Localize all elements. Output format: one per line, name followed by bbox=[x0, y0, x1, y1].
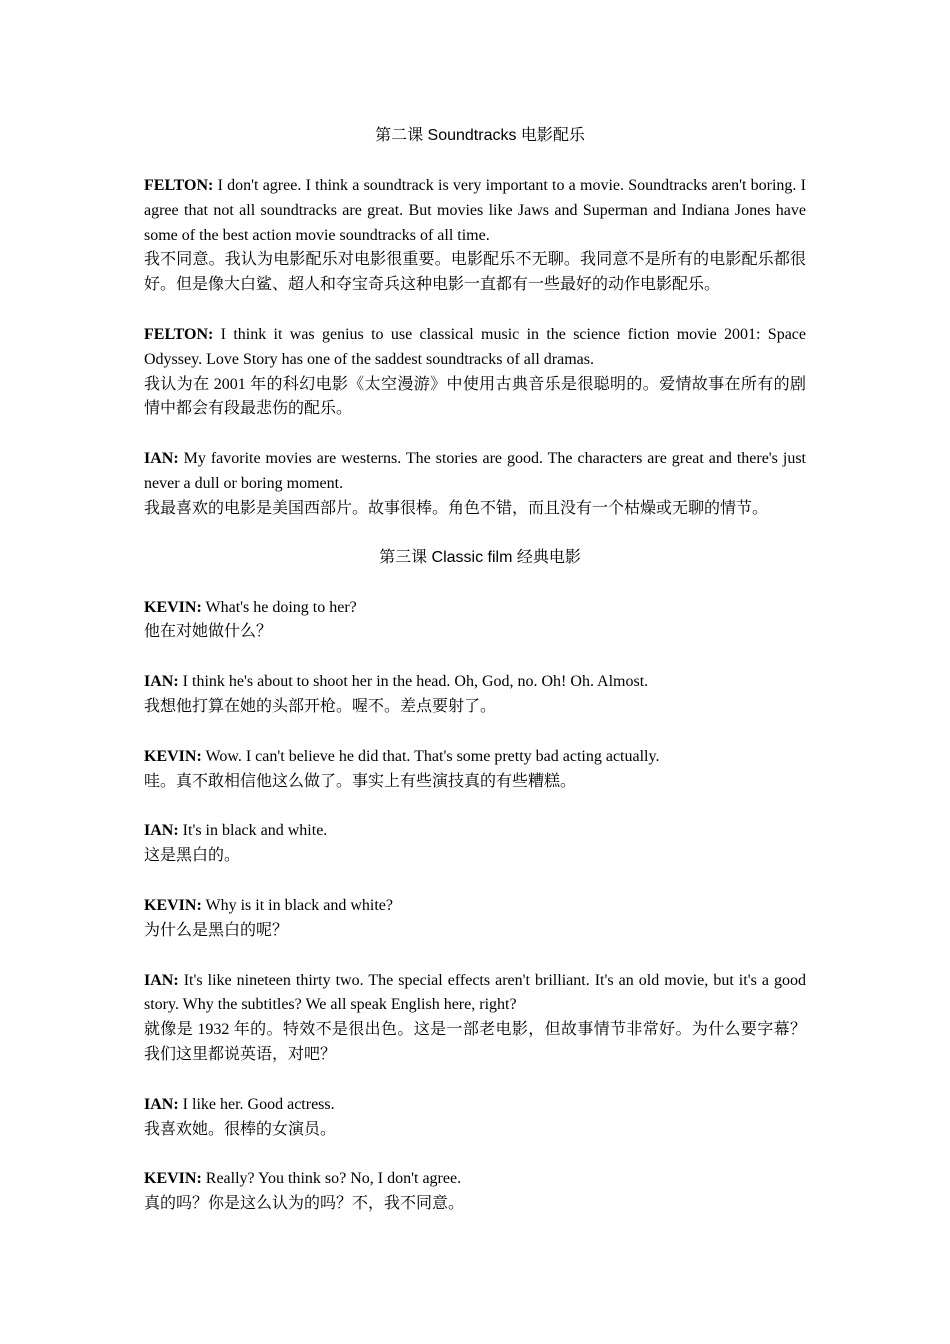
english-text: I don't agree. I think a soundtrack is very important to a movie. Soundtracks aren't boring. I agree that not all soundtracks are great. But movies like Jaws and Superman and Indiana Jones have some of the best action movie soundtracks of all time. bbox=[144, 177, 806, 244]
english-line bbox=[144, 819, 806, 844]
dialogue-block bbox=[144, 894, 806, 944]
speaker-name: IAN: bbox=[144, 673, 179, 691]
english-line bbox=[144, 670, 806, 695]
english-text: Wow. I can't believe he did that. That's some pretty bad acting actually. bbox=[201, 747, 660, 765]
speaker-name: IAN: bbox=[144, 450, 179, 468]
english-text: I think it was genius to use classical music in the science fiction movie 2001: Space Odyssey. Love Story has one of the saddest soundtracks of all dramas. bbox=[144, 325, 806, 368]
chinese-translation: 就像是 1932 年的。特效不是很出色。这是一部老电影，但故事情节非常好。为什么要字幕？我们这里都说英语，对吧？ bbox=[144, 1021, 806, 1063]
lesson-2-heading: 第二课 Soundtracks 电影配乐 bbox=[375, 127, 585, 144]
chinese-translation: 他在对她做什么？ bbox=[144, 623, 273, 641]
english-line bbox=[144, 969, 806, 1019]
english-line bbox=[144, 1093, 806, 1118]
dialogue-block bbox=[144, 819, 806, 869]
english-line bbox=[144, 596, 806, 621]
english-line bbox=[144, 894, 806, 919]
english-text: I like her. Good actress. bbox=[178, 1095, 335, 1113]
speaker-name: KEVIN: bbox=[144, 747, 202, 765]
document-page bbox=[144, 124, 806, 1242]
speaker-name: KEVIN: bbox=[144, 598, 202, 616]
dialogue-block bbox=[144, 1093, 806, 1143]
english-text: What's he doing to her? bbox=[201, 598, 357, 616]
speaker-name: FELTON: bbox=[144, 325, 214, 343]
english-text: I think he's about to shoot her in the head. Oh, God, no. Oh! Oh. Almost. bbox=[178, 673, 649, 691]
dialogue-block bbox=[144, 969, 806, 1068]
english-text: It's in black and white. bbox=[178, 822, 328, 840]
speaker-name: IAN: bbox=[144, 1095, 179, 1113]
dialogue-block bbox=[144, 670, 806, 720]
english-text: It's like nineteen thirty two. The special effects aren't brilliant. It's an old movie, but it's a good story. Why the subtitles? We all speak English here, right? bbox=[144, 971, 806, 1014]
english-text: Really? You think so? No, I don't agree. bbox=[201, 1170, 462, 1188]
dialogue-block bbox=[144, 174, 806, 298]
chinese-translation: 我不同意。我认为电影配乐对电影很重要。电影配乐不无聊。我同意不是所有的电影配乐都很好。但是像大白鲨、超人和夺宝奇兵这种电影一直都有一些最好的动作电影配乐。 bbox=[144, 251, 806, 294]
english-text: My favorite movies are westerns. The stories are good. The characters are great and there's just never a dull or boring moment. bbox=[144, 450, 806, 492]
english-line bbox=[144, 323, 806, 373]
dialogue-block bbox=[144, 1167, 806, 1217]
lesson-3-heading: 第三课 Classic film 经典电影 bbox=[379, 548, 581, 566]
english-text: Why is it in black and white? bbox=[201, 896, 393, 914]
chinese-translation: 我认为在 2001 年的科幻电影《太空漫游》中使用古典音乐是很聪明的。爱情故事在所有的剧情中都会有段最悲伤的配乐。 bbox=[144, 375, 806, 418]
speaker-name: IAN: bbox=[144, 971, 179, 989]
dialogue-block bbox=[144, 745, 806, 795]
dialogue-block bbox=[144, 447, 806, 521]
speaker-name: FELTON: bbox=[144, 177, 214, 194]
english-line bbox=[144, 745, 806, 770]
chinese-translation: 为什么是黑白的呢？ bbox=[144, 921, 289, 939]
chinese-translation: 哇。真不敢相信他这么做了。事实上有些演技真的有些糟糕。 bbox=[144, 772, 577, 790]
english-line bbox=[144, 1167, 806, 1192]
chinese-translation: 我想他打算在她的头部开枪。喔不。差点要射了。 bbox=[144, 697, 497, 715]
english-line bbox=[144, 174, 806, 248]
speaker-name: IAN: bbox=[144, 822, 179, 840]
speaker-name: KEVIN: bbox=[144, 1170, 202, 1188]
chinese-translation: 我喜欢她。很棒的女演员。 bbox=[144, 1120, 337, 1138]
dialogue-block bbox=[144, 596, 806, 646]
speaker-name: KEVIN: bbox=[144, 896, 202, 914]
chinese-translation: 这是黑白的。 bbox=[144, 847, 241, 865]
chinese-translation: 我最喜欢的电影是美国西部片。故事很棒。角色不错，而且没有一个枯燥或无聊的情节。 bbox=[144, 499, 769, 517]
dialogue-block bbox=[144, 323, 806, 422]
english-line bbox=[144, 447, 806, 497]
chinese-translation: 真的吗？你是这么认为的吗？不，我不同意。 bbox=[144, 1195, 465, 1213]
